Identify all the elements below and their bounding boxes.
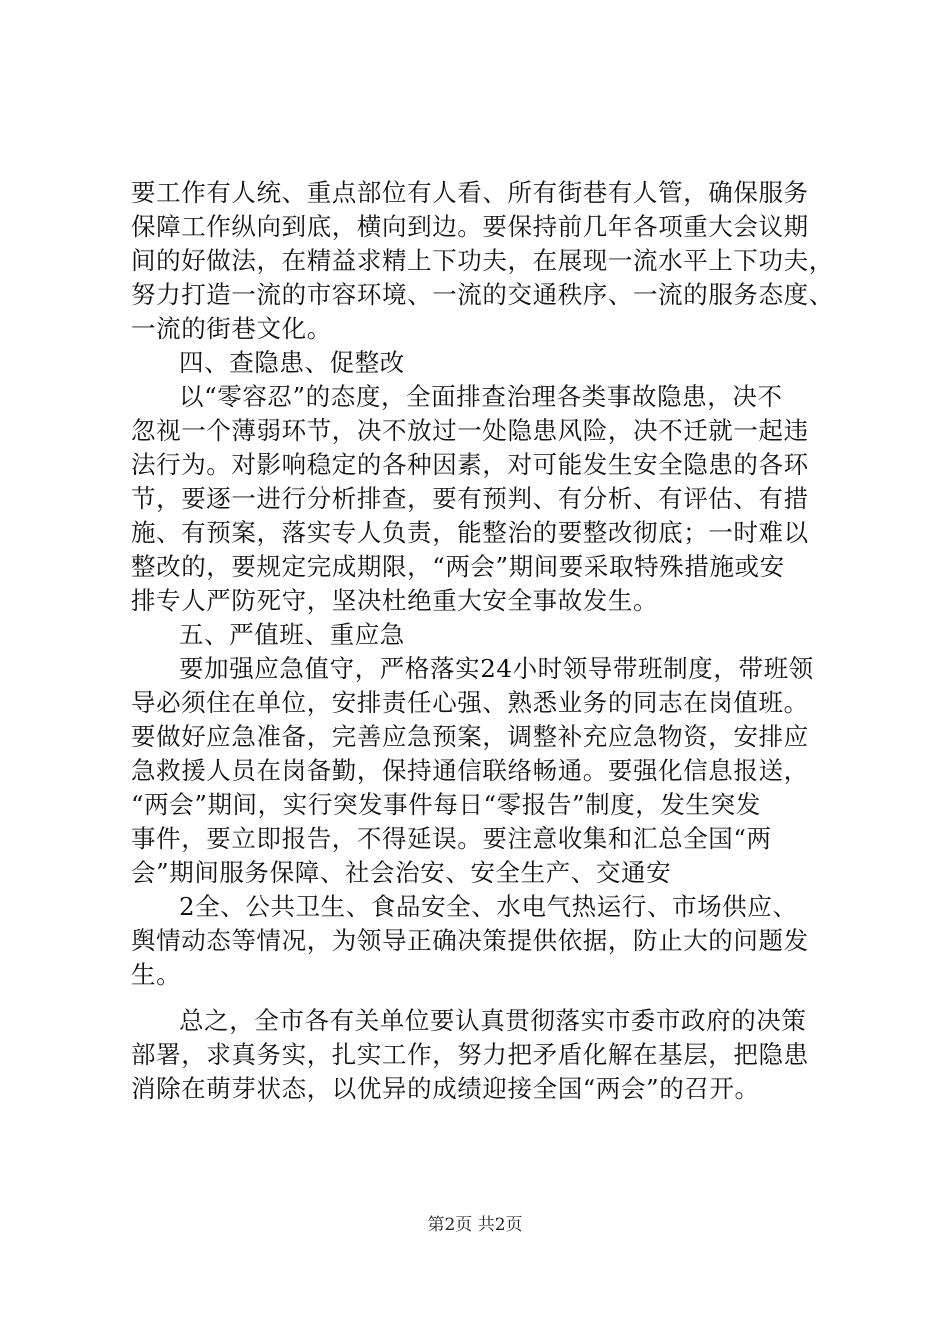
text-line: 排专人严防死守，坚决杜绝重大安全事故发生。: [131, 586, 659, 615]
text-line: 总之，全市各有关单位要认真贯彻落实市委市政府的决策: [179, 1006, 807, 1035]
text-line: 要加强应急值守，严格落实24小时领导带班制度，带班领: [179, 654, 814, 683]
text-line: 努力打造一流的市容环境、一流的交通秩序、一流的服务态度、: [131, 280, 834, 309]
page-number-footer: 第2页 共2页: [427, 1215, 523, 1235]
text-line: 会”期间服务保障、社会治安、安全生产、交通安: [131, 858, 672, 887]
text-line: 一流的街巷文化。: [131, 314, 332, 343]
section-heading: 四、查隐患、促整改: [179, 348, 405, 377]
text-line: 导必须住在单位，安排责任心强、熟悉业务的同志在岗值班。: [131, 688, 809, 717]
text-line: “两会”期间，实行突发事件每日“零报告”制度，发生突发: [131, 790, 761, 819]
text-line: 要做好应急准备，完善应急预案，调整补充应急物资，安排应: [131, 722, 809, 751]
text-line: 整改的，要规定完成期限，“两会”期间要采取特殊措施或安: [131, 552, 785, 581]
text-line: 事件，要立即报告，不得延误。要注意收集和汇总全国“两: [131, 824, 772, 853]
text-line: 2全、公共卫生、食品安全、水电气热运行、市场供应、: [179, 892, 798, 921]
text-line: 法行为。对影响稳定的各种因素，对可能发生安全隐患的各环: [131, 450, 809, 479]
text-line: 施、有预案，落实专人负责，能整治的要整改彻底；一时难以: [131, 518, 809, 547]
text-line: 要工作有人统、重点部位有人看、所有街巷有人管，确保服务: [131, 178, 809, 207]
text-line: 生。: [131, 960, 182, 989]
text-line: 舆情动态等情况，为领导正确决策提供依据，防止大的问题发: [131, 926, 809, 955]
text-line: 以“零容忍”的态度，全面排查治理各类事故隐患，决不: [179, 382, 783, 411]
text-line: 忽视一个薄弱环节，决不放过一处隐患风险，决不迁就一起违: [131, 416, 809, 445]
text-line: 间的好做法，在精益求精上下功夫，在展现一流水平上下功夫，: [131, 246, 834, 275]
text-line: 节，要逐一进行分析排查，要有预判、有分析、有评估、有措: [131, 484, 809, 513]
text-line: 部署，求真务实，扎实工作，努力把矛盾化解在基层，把隐患: [131, 1040, 809, 1069]
text-line: 急救援人员在岗备勤，保持通信联络畅通。要强化信息报送，: [131, 756, 809, 785]
text-line: 保障工作纵向到底，横向到边。要保持前几年各项重大会议期: [131, 212, 809, 241]
text-line: 消除在萌芽状态，以优异的成绩迎接全国“两会”的召开。: [131, 1074, 760, 1103]
section-heading: 五、严值班、重应急: [179, 620, 405, 649]
